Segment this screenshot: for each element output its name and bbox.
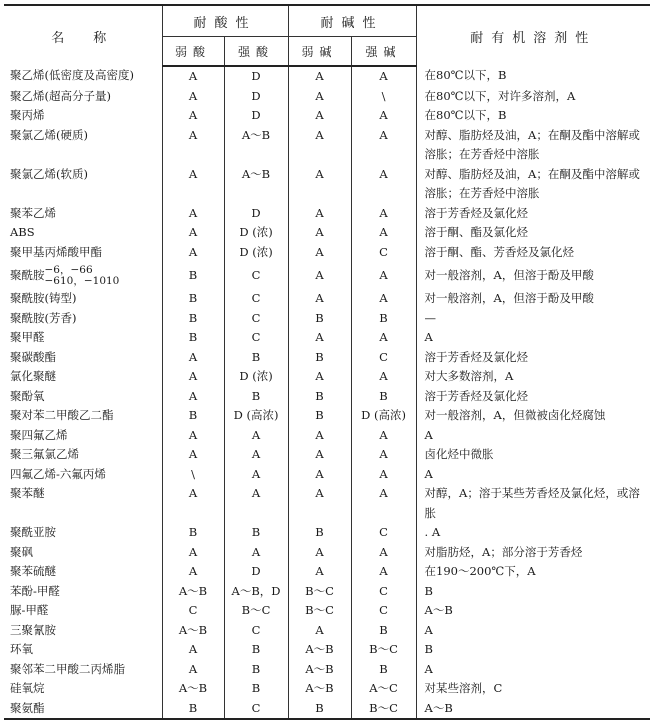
material-name [4,660,162,680]
weak-base-rating: A [288,262,351,289]
table-row [4,165,650,204]
strong-acid-rating: B [224,387,288,407]
table-row [4,601,650,621]
strong-acid-rating: C [224,328,288,348]
material-name [4,348,162,368]
material-name-text: 聚对苯二甲酸乙二酯 [10,408,114,422]
strong-base-rating: C [351,582,416,602]
weak-acid-rating: A [162,445,224,465]
material-name-text: 聚碳酸酯 [10,349,56,364]
material-name-text: 聚乙烯(超高分子量) [10,88,111,103]
material-name-text: 硅氧烷 [10,681,45,695]
grade-text: −6，−66 [44,264,93,276]
solvent-resistance: 对醇、脂肪烃及油，A；在酮及酯中溶解或溶胀；在芳香烃中溶胀 [416,126,650,165]
weak-base-rating: A [288,484,351,523]
material-name [4,328,162,348]
weak-base-rating: A [288,621,351,641]
solvent-resistance: 溶于芳香烃及氯化烃 [416,348,650,368]
material-name [4,223,162,243]
strong-acid-rating: C [224,289,288,309]
table-row [4,387,650,407]
strong-base-rating: A [351,262,416,289]
strong-acid-rating: D [224,106,288,126]
strong-base-rating: C [351,523,416,543]
weak-acid-rating: A～B [162,679,224,699]
material-name-text: 聚酰胺(芳香) [10,310,77,325]
weak-acid-rating: B [162,328,224,348]
strong-acid-rating: A [224,445,288,465]
table-row [4,367,650,387]
material-name-text: 聚酰亚胺 [10,525,56,539]
material-name [4,582,162,602]
material-name [4,543,162,563]
weak-acid-rating: B [162,523,224,543]
solvent-resistance: B [416,582,650,602]
table-row [4,562,650,582]
material-name-text: 聚苯乙烯 [10,205,56,220]
material-name [4,106,162,126]
material-name-text: 聚甲基丙烯酸甲酯 [10,244,102,259]
weak-acid-rating: A [162,348,224,368]
weak-base-rating: A～B [288,640,351,660]
weak-base-rating: B～C [288,582,351,602]
weak-base-rating: B [288,348,351,368]
weak-acid-rating: A [162,66,224,87]
solvent-resistance: A [416,660,650,680]
strong-base-rating: A～C [351,679,416,699]
material-name [4,465,162,485]
strong-base-rating: B [351,660,416,680]
material-name [4,640,162,660]
strong-base-rating: C [351,243,416,263]
strong-acid-rating: D (高浓) [224,406,288,426]
weak-base-rating: A [288,289,351,309]
weak-acid-rating: B [162,406,224,426]
material-name [4,262,162,289]
weak-base-rating: B～C [288,601,351,621]
material-name-text: 聚酚氧 [10,388,45,403]
weak-acid-rating: A [162,387,224,407]
strong-base-rating: A [351,66,416,87]
material-name-text: 聚甲醛 [10,330,45,344]
table-row [4,582,650,602]
table-row [4,523,650,543]
material-name [4,126,162,165]
solvent-resistance: A [416,465,650,485]
weak-base-rating: A [288,445,351,465]
table-row [4,87,650,107]
material-name [4,87,162,107]
strong-base-rating: A [351,543,416,563]
weak-acid-rating: B [162,262,224,289]
material-name [4,204,162,224]
solvent-resistance: A～B [416,601,650,621]
table-row [4,679,650,699]
material-name [4,484,162,523]
weak-acid-rating: A [162,426,224,446]
material-name-text: 聚砜 [10,544,33,559]
solvent-resistance: 卤化烃中微胀 [416,445,650,465]
weak-base-rating: A [288,204,351,224]
strong-acid-rating: C [224,262,288,289]
material-name [4,562,162,582]
strong-acid-rating: B [224,679,288,699]
material-name [4,426,162,446]
table-row [4,640,650,660]
weak-acid-rating: A [162,543,224,563]
strong-base-rating: A [351,204,416,224]
material-name [4,243,162,263]
material-name-text: 聚三氟氯乙烯 [10,447,79,461]
solvent-resistance: 在80℃以下，对许多溶剂，A [416,87,650,107]
strong-acid-rating: C [224,309,288,329]
weak-base-rating: A [288,465,351,485]
material-name-text: 聚四氟乙烯 [10,427,68,442]
material-name [4,699,162,720]
solvent-resistance: A [416,426,650,446]
strong-acid-rating: B [224,640,288,660]
strong-base-rating: A [351,289,416,309]
weak-base-rating: A [288,87,351,107]
material-name [4,289,162,309]
weak-acid-rating: A～B [162,582,224,602]
material-name-text: 脲-甲醛 [10,603,49,617]
solvent-resistance: 对一般溶剂，A，但溶于酚及甲酸 [416,289,650,309]
weak-acid-rating: B [162,309,224,329]
weak-acid-rating: A [162,660,224,680]
strong-base-rating: A [351,562,416,582]
strong-base-rating: A [351,367,416,387]
material-name [4,66,162,87]
table-row [4,328,650,348]
material-name [4,165,162,204]
strong-acid-rating: A～B，D [224,582,288,602]
header-weak-acid: 弱酸 [162,37,224,67]
grade-text: −610，−1010 [44,275,120,287]
strong-base-rating: C [351,348,416,368]
weak-acid-rating: A [162,223,224,243]
solvent-resistance: B [416,640,650,660]
weak-base-rating: A [288,562,351,582]
weak-base-rating: B [288,406,351,426]
solvent-resistance: 对某些溶剂，C [416,679,650,699]
material-name-text: 聚丙烯 [10,108,45,122]
strong-acid-rating: B～C [224,601,288,621]
table-row [4,426,650,446]
strong-base-rating: A [351,426,416,446]
strong-base-rating: A [351,445,416,465]
weak-base-rating: A [288,243,351,263]
strong-base-rating: B [351,387,416,407]
table-row [4,243,650,263]
strong-acid-rating: D [224,66,288,87]
weak-base-rating: B [288,523,351,543]
weak-base-rating: A [288,426,351,446]
solvent-resistance: 溶于酮、酯及氯化烃 [416,223,650,243]
strong-base-rating: B～C [351,640,416,660]
strong-acid-rating: A～B [224,126,288,165]
weak-base-rating: A～B [288,660,351,680]
table-row [4,465,650,485]
strong-base-rating: B [351,621,416,641]
weak-acid-rating: \ [162,465,224,485]
solvent-resistance: 在80℃以下，B [416,66,650,87]
weak-acid-rating: B [162,699,224,720]
weak-base-rating: B [288,309,351,329]
strong-base-rating: A [351,465,416,485]
strong-acid-rating: C [224,699,288,720]
header-strong-base: 强碱 [351,37,416,67]
header-name: 名 称 [4,5,162,66]
strong-acid-rating: A [224,465,288,485]
weak-base-rating: A [288,223,351,243]
grade-list [45,265,120,287]
table-row [4,223,650,243]
weak-base-rating: A [288,328,351,348]
material-name-text: 三聚氰胺 [10,622,56,637]
solvent-resistance: 对醇，A；溶于某些芳香烃及氯化烃，或溶胀 [416,484,650,523]
weak-base-rating: A～B [288,679,351,699]
material-name [4,679,162,699]
material-name-text: 聚酰胺(铸型) [10,291,77,305]
strong-base-rating: \ [351,87,416,107]
strong-base-rating: A [351,223,416,243]
table-row [4,106,650,126]
material-name-text: 聚邻苯二甲酸二丙烯脂 [10,661,125,676]
material-name-text: ABS [10,225,35,239]
table-row [4,126,650,165]
weak-base-rating: A [288,165,351,204]
strong-base-rating: A [351,484,416,523]
weak-base-rating: A [288,66,351,87]
strong-acid-rating: B [224,348,288,368]
solvent-resistance: — [416,309,650,329]
strong-base-rating: B [351,309,416,329]
strong-base-rating: A [351,126,416,165]
material-name-text: 聚苯醚 [10,486,45,500]
strong-acid-rating: C [224,621,288,641]
weak-acid-rating: A [162,243,224,263]
material-name-text: 氯化聚醚 [10,369,56,383]
strong-base-rating: B～C [351,699,416,720]
material-name [4,601,162,621]
header-acid-resistance: 耐酸性 [162,5,288,37]
weak-acid-rating: B [162,289,224,309]
solvent-resistance: 溶于酮、酯、芳香烃及氯化烃 [416,243,650,263]
strong-acid-rating: D [224,562,288,582]
weak-acid-rating: C [162,601,224,621]
strong-base-rating: A [351,165,416,204]
strong-acid-rating: B [224,660,288,680]
table-row [4,543,650,563]
weak-acid-rating: A [162,126,224,165]
material-name-text: 苯酚-甲醛 [10,583,60,598]
header-solvent-resistance: 耐有机溶剂性 [416,5,650,66]
strong-acid-rating: A [224,484,288,523]
table-row [4,289,650,309]
solvent-resistance: A [416,621,650,641]
weak-base-rating: A [288,543,351,563]
material-name [4,309,162,329]
solvent-resistance: 对一般溶剂，A，但微被卤化烃腐蚀 [416,406,650,426]
strong-acid-rating: A [224,426,288,446]
weak-base-rating: A [288,126,351,165]
solvent-resistance: 溶于芳香烃及氯化烃 [416,204,650,224]
material-name-text: 四氟乙烯-六氟丙烯 [10,466,106,481]
weak-acid-rating: A [162,484,224,523]
strong-acid-rating: D (浓) [224,243,288,263]
header-strong-acid: 强酸 [224,37,288,67]
table-row [4,699,650,720]
material-name [4,523,162,543]
header-weak-base: 弱碱 [288,37,351,67]
weak-acid-rating: A [162,204,224,224]
weak-acid-rating: A [162,367,224,387]
weak-acid-rating: A～B [162,621,224,641]
weak-acid-rating: A [162,165,224,204]
material-name [4,445,162,465]
material-name-text: 聚苯硫醚 [10,564,56,578]
strong-acid-rating: B [224,523,288,543]
strong-base-rating: A [351,328,416,348]
table-row [4,204,650,224]
weak-acid-rating: A [162,87,224,107]
solvent-resistance: 在80℃以下，B [416,106,650,126]
strong-base-rating: C [351,601,416,621]
chemical-resistance-table [4,4,650,720]
material-name-text: 聚乙烯(低密度及高密度) [10,68,134,82]
weak-base-rating: A [288,367,351,387]
solvent-resistance: 在190～200℃下，A [416,562,650,582]
solvent-resistance: . A [416,523,650,543]
weak-base-rating: B [288,387,351,407]
material-name-text: 聚酰胺 [10,268,45,282]
weak-base-rating: A [288,106,351,126]
solvent-resistance: 对醇、脂肪烃及油，A；在酮及酯中溶解或溶胀；在芳香烃中溶胀 [416,165,650,204]
table-row [4,348,650,368]
material-name [4,387,162,407]
material-name [4,621,162,641]
table-row [4,621,650,641]
table-row [4,484,650,523]
solvent-resistance: A～B [416,699,650,720]
strong-acid-rating: D [224,204,288,224]
material-name-text: 环氧 [10,642,33,656]
strong-base-rating: D (高浓) [351,406,416,426]
solvent-resistance: 对一般溶剂，A，但溶于酚及甲酸 [416,262,650,289]
material-name-text: 聚氨酯 [10,700,45,715]
strong-acid-rating: A～B [224,165,288,204]
table-row [4,445,650,465]
material-name-text: 聚氯乙烯(软质) [10,166,88,181]
strong-base-rating: A [351,106,416,126]
table-row [4,66,650,87]
material-name [4,367,162,387]
solvent-resistance: 对脂肪烃，A；部分溶于芳香烃 [416,543,650,563]
weak-acid-rating: A [162,562,224,582]
material-name [4,406,162,426]
weak-acid-rating: A [162,106,224,126]
table-row [4,406,650,426]
table-row [4,309,650,329]
strong-acid-rating: D (浓) [224,223,288,243]
solvent-resistance: 对大多数溶剂，A [416,367,650,387]
table-row [4,660,650,680]
solvent-resistance: A [416,328,650,348]
weak-base-rating: B [288,699,351,720]
weak-acid-rating: A [162,640,224,660]
strong-acid-rating: D [224,87,288,107]
strong-acid-rating: D (浓) [224,367,288,387]
strong-acid-rating: A [224,543,288,563]
material-name-text: 聚氯乙烯(硬质) [10,127,88,142]
solvent-resistance: 溶于芳香烃及氯化烃 [416,387,650,407]
header-base-resistance: 耐碱性 [288,5,416,37]
table-row [4,262,650,289]
